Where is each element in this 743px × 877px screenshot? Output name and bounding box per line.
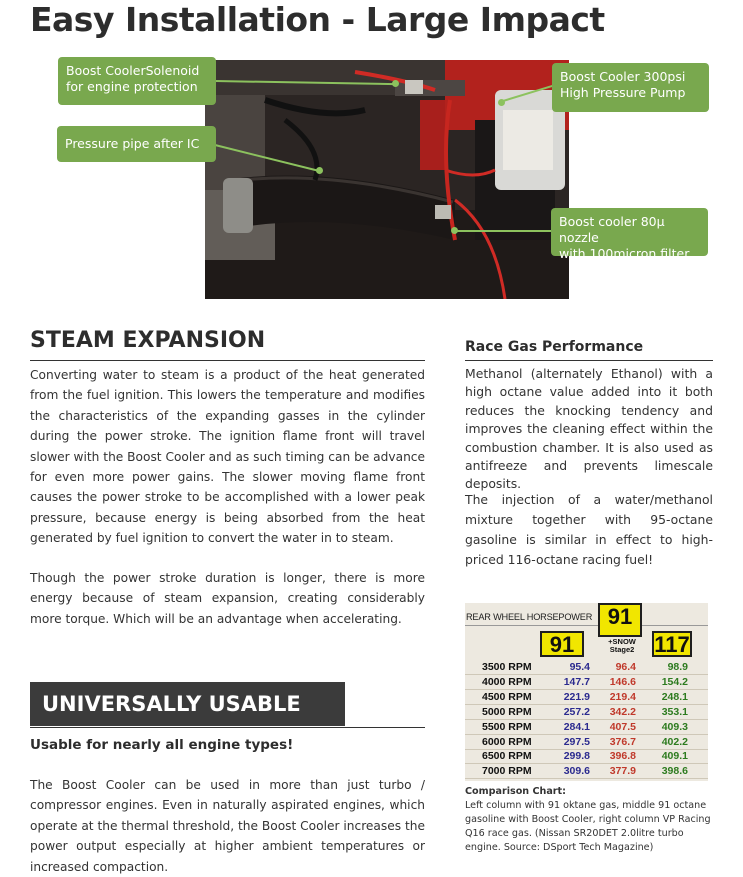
- chart-value: 96.4: [615, 661, 636, 673]
- caption-text: Left column with 91 oktane gas, middle 91 octane gasoline with Boost Cooler, right column VP Racing Q16 race gas. (Nissan SR20DET 2.0litre turbo engine. Source: DSport Tech Magazine): [465, 800, 711, 853]
- badge-right: [652, 631, 692, 657]
- chart-row: [465, 750, 708, 764]
- chart-value: 377.9: [609, 765, 636, 778]
- chart-row: [465, 691, 708, 705]
- badge-number: 91: [549, 632, 575, 657]
- section-rule: [465, 360, 713, 361]
- chart-caption: [465, 785, 713, 855]
- section-rule: [30, 727, 425, 728]
- chart-rpm-label: 4000 RPM: [482, 675, 532, 688]
- chart-gridline: [465, 734, 708, 735]
- chart-rpm-label: 6500 RPM: [482, 750, 532, 763]
- chart-rpm-label: 5500 RPM: [482, 720, 532, 733]
- leader-endpoint: [498, 99, 505, 106]
- chart-value: 98.9: [667, 661, 688, 673]
- chart-rpm-label: 6000 RPM: [482, 735, 532, 748]
- chart-rpm-label: 5000 RPM: [482, 705, 532, 718]
- steam-paragraph-2: Though the power stroke duration is longer, there is more energy because of steam expansion, creating considerably more torque. Which will be an advantage when accelerating.: [30, 571, 425, 626]
- chart-value: 409.3: [661, 720, 688, 733]
- universal-paragraph: The Boost Cooler can be used in more than just turbo / compressor engines. Even in naturally aspirated engines, which operate at the thermal threshold, the Boost Cooler increases the power output especially at higher ambient temperatures or increased compaction.: [30, 778, 425, 874]
- chart-row: [465, 676, 708, 690]
- callout-pressure-pipe: [57, 126, 216, 162]
- chart-value: 407.5: [609, 720, 636, 733]
- chart-value: 398.6: [661, 765, 688, 778]
- chart-value: 284.1: [563, 720, 590, 733]
- steam-heading: STEAM EXPANSION: [30, 328, 266, 353]
- badge-middle: [598, 603, 642, 637]
- badge-number: 117: [654, 632, 690, 657]
- callout-line: with 100micron filter: [559, 246, 690, 261]
- callout-line: Boost cooler 80µ nozzle: [559, 214, 665, 245]
- chart-value: 409.1: [661, 750, 688, 763]
- leader-endpoint: [316, 167, 323, 174]
- chart-gridline: [465, 763, 708, 764]
- leader-line: [455, 230, 551, 232]
- chart-gridline: [465, 749, 708, 750]
- chart-row: [465, 721, 708, 735]
- chart-rpm-label: 7000 RPM: [482, 765, 532, 778]
- chart-gridline: [465, 778, 708, 779]
- chart-row: [465, 765, 708, 779]
- leader-endpoint: [392, 80, 399, 87]
- chart-gridline: [465, 704, 708, 705]
- chart-value: 353.1: [661, 705, 688, 718]
- callout-pump: [552, 63, 709, 112]
- page-title: Easy Installation - Large Impact: [30, 0, 605, 39]
- callout-solenoid: [58, 57, 216, 105]
- caption-label: Comparison Chart:: [465, 786, 566, 797]
- race-paragraph-1: Methanol (alternately Ethanol) with a high octane value added into it both reduces the knocking tendency and improves the cleaning effect within the combustion chamber. It is also used as antifreeze and prevents limescale deposits.: [465, 366, 713, 492]
- chart-value: 154.2: [661, 675, 688, 688]
- chart-gridline: [465, 689, 708, 690]
- comparison-chart: [465, 603, 708, 781]
- chart-value: 248.1: [661, 690, 688, 703]
- chart-value: 257.2: [563, 705, 590, 718]
- chart-value: 221.9: [563, 690, 590, 703]
- section-rule: [30, 360, 425, 361]
- chart-value: 376.7: [609, 735, 636, 748]
- steam-paragraph-1: Converting water to steam is a product of the heat generated from the fuel ignition. This lowers the temperature and modifies the characteristics of the expanding gasses in the cylinder during the power stroke. The ignition flame front will travel slower with the Boost Cooler and as such timing can be advance for even more power gains. The slower moving flame front causes the power stroke to be accomplished with a lower peak pressure, because energy is being absorbed from the heat generated by fuel ignition to convert the water in to steam.: [30, 368, 425, 546]
- race-heading: Race Gas Performance: [465, 339, 644, 355]
- universal-subheading: Usable for nearly all engine types!: [30, 737, 294, 753]
- chart-row: [465, 661, 708, 675]
- callout-line: High Pressure Pump: [560, 85, 686, 100]
- chart-value: 299.8: [563, 750, 590, 763]
- callout-nozzle: [551, 208, 708, 261]
- callout-line: for engine protection: [66, 79, 198, 94]
- callout-line: Boost CoolerSolenoid: [66, 63, 200, 78]
- chart-value: 396.8: [609, 750, 636, 763]
- chart-value: 146.6: [609, 675, 636, 688]
- chart-row: [465, 706, 708, 720]
- chart-title: REAR WHEEL HORSEPOWER: [466, 612, 593, 622]
- universal-heading: UNIVERSALLY USABLE: [30, 682, 345, 726]
- badge-middle-sub: +SNOW Stage2: [608, 637, 636, 654]
- chart-value: 342.2: [609, 705, 636, 718]
- chart-value: 402.2: [661, 735, 688, 748]
- chart-gridline: [465, 674, 708, 675]
- badge-number: 91: [607, 604, 633, 629]
- chart-value: 219.4: [609, 690, 636, 703]
- callout-line: Pressure pipe after IC: [65, 136, 200, 151]
- chart-value: 95.4: [569, 661, 590, 673]
- chart-value: 297.5: [563, 735, 590, 748]
- race-paragraph-2: The injection of a water/methanol mixture together with 95-octane gasoline is similar in effect to high-priced 116-octane racing fuel!: [465, 492, 713, 567]
- chart-row: [465, 736, 708, 750]
- chart-rpm-label: 3500 RPM: [482, 661, 532, 673]
- leader-endpoint: [451, 227, 458, 234]
- chart-rpm-label: 4500 RPM: [482, 690, 532, 703]
- chart-value: 309.6: [563, 765, 590, 778]
- callout-line: Boost Cooler 300psi: [560, 69, 686, 84]
- chart-value: 147.7: [563, 675, 590, 688]
- chart-divider: [465, 625, 708, 626]
- badge-left: [540, 631, 584, 657]
- chart-gridline: [465, 719, 708, 720]
